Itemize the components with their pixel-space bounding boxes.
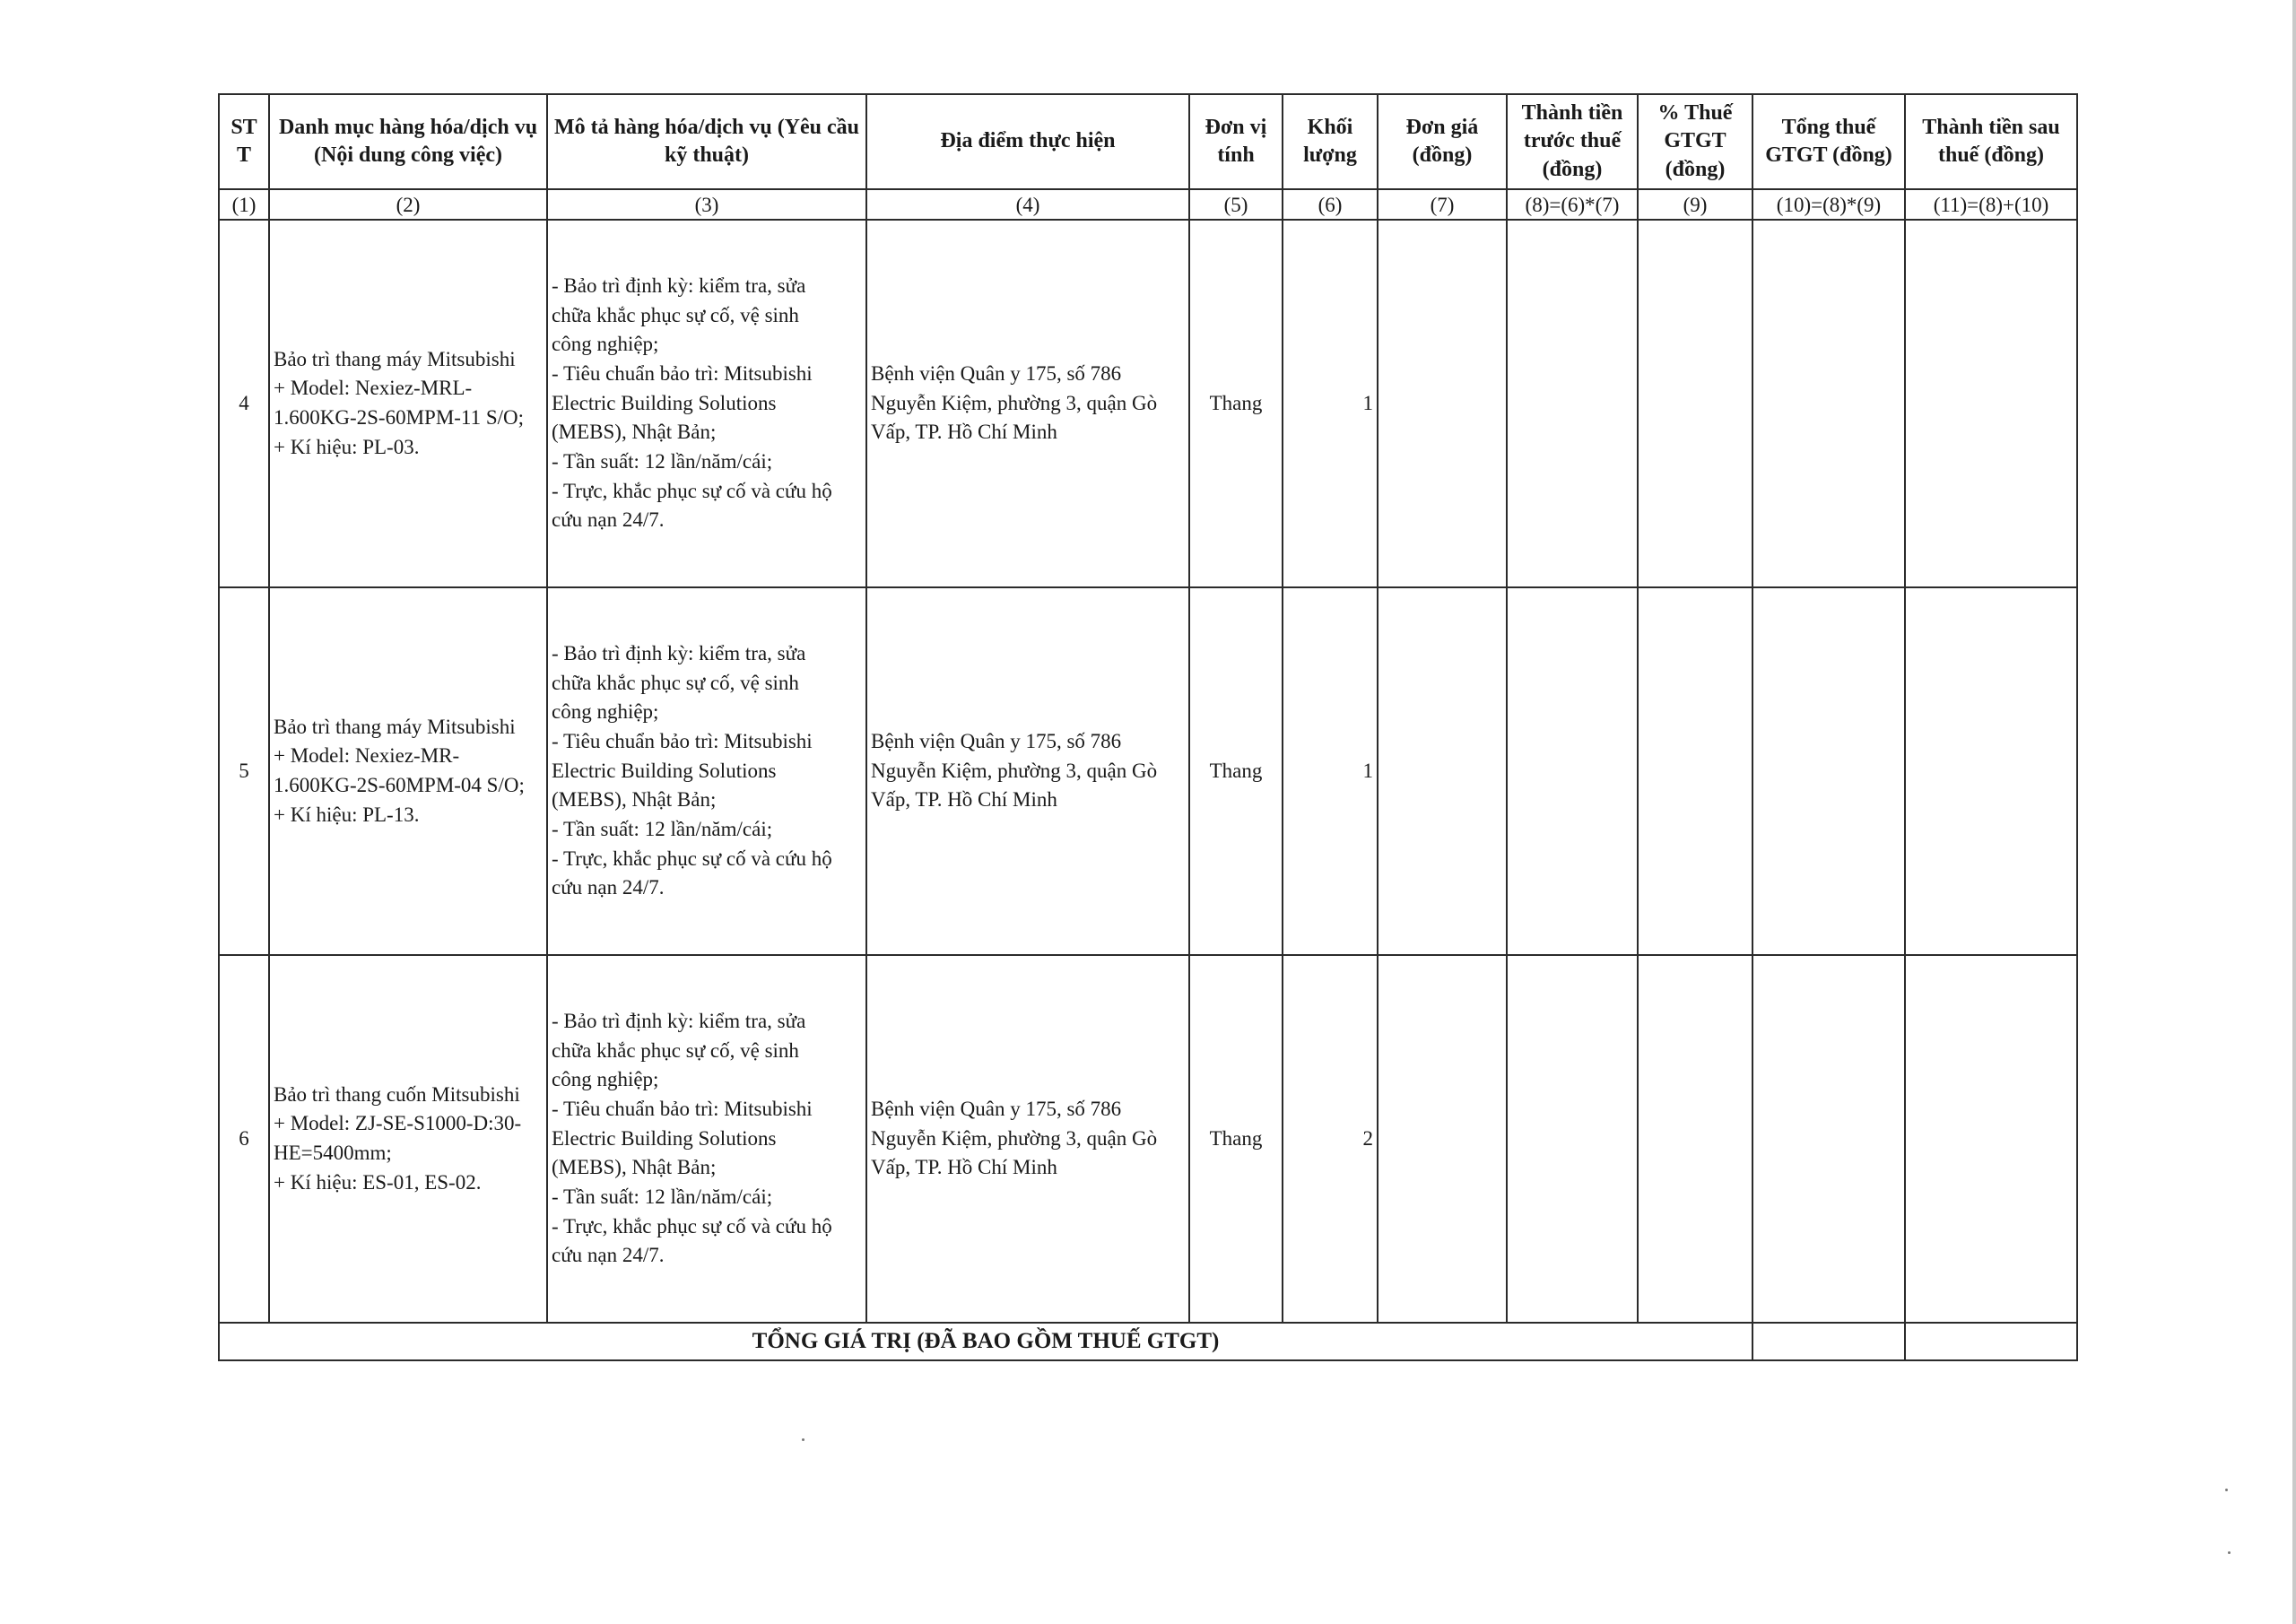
unit-price-cell	[1378, 587, 1507, 955]
header-after-tax-amount: Thành tiền sau thuế (đồng)	[1905, 94, 2077, 189]
description-line: công nghiệp;	[552, 333, 659, 356]
header-total-vat: Tổng thuế GTGT (đồng)	[1752, 94, 1905, 189]
unit-cell: Thang	[1189, 220, 1283, 587]
description-line: - Bảo trì định kỳ: kiểm tra, sửa	[552, 274, 806, 298]
header-unit: Đơn vị tính	[1189, 94, 1283, 189]
description-line: - Tần suất: 12 lần/năm/cái;	[552, 449, 773, 473]
description-line: - Trực, khắc phục sự cố và cứu hộ	[552, 479, 832, 502]
work-item-cell	[269, 220, 547, 587]
pre-tax-amount-cell	[1507, 955, 1638, 1323]
header-work-item: Danh mục hàng hóa/dịch vụ (Nội dung công việc)	[269, 94, 547, 189]
location-cell: Bệnh viện Quân y 175, số 786 Nguyễn Kiệm, phường 3, quận Gò Vấp, TP. Hồ Chí Minh	[866, 955, 1189, 1323]
total-label: TỔNG GIÁ TRỊ (ĐÃ BAO GỒM THUẾ GTGT)	[219, 1323, 1752, 1360]
work-item-line: + Kí hiệu: ES-01, ES-02.	[274, 1170, 482, 1194]
column-number: (2)	[269, 189, 547, 220]
table-row	[219, 587, 2077, 955]
header-row	[219, 94, 2077, 189]
column-number: (9)	[1638, 189, 1752, 220]
description-line: cứu nạn 24/7.	[552, 508, 665, 532]
column-number: (3)	[547, 189, 866, 220]
total-vat-cell	[1752, 955, 1905, 1323]
stt-cell: 4	[219, 220, 269, 587]
column-number: (7)	[1378, 189, 1507, 220]
total-after-tax-value-cell	[1905, 1323, 2077, 1360]
total-vat-value-cell	[1752, 1323, 1905, 1360]
unit-cell: Thang	[1189, 587, 1283, 955]
header-quantity: Khối lượng	[1283, 94, 1378, 189]
work-item-line: + Model: ZJ-SE-S1000-D:30-	[274, 1112, 522, 1135]
work-item-cell	[269, 587, 547, 955]
after-tax-amount-cell	[1905, 587, 2077, 955]
description-line: Electric Building Solutions	[552, 759, 777, 782]
column-number: (6)	[1283, 189, 1378, 220]
page-edge	[2292, 0, 2296, 1624]
vat-percent-cell	[1638, 955, 1752, 1323]
scan-speck	[2228, 1551, 2231, 1554]
vat-percent-cell	[1638, 587, 1752, 955]
column-number: (4)	[866, 189, 1189, 220]
description-line: công nghiệp;	[552, 1068, 659, 1091]
total-vat-cell	[1752, 220, 1905, 587]
work-item-line: Bảo trì thang máy Mitsubishi	[274, 347, 516, 370]
description-cell	[547, 587, 866, 955]
header-unit-price: Đơn giá (đồng)	[1378, 94, 1507, 189]
goods-services-table	[218, 93, 2078, 1361]
header-vat-percent: % Thuế GTGT (đồng)	[1638, 94, 1752, 189]
location-cell: Bệnh viện Quân y 175, số 786 Nguyễn Kiệm, phường 3, quận Gò Vấp, TP. Hồ Chí Minh	[866, 220, 1189, 587]
description-line: cứu nạn 24/7.	[552, 1244, 665, 1267]
description-line: - Tiêu chuẩn bảo trì: Mitsubishi	[552, 1098, 813, 1121]
description-line: Electric Building Solutions	[552, 391, 777, 414]
column-number: (11)=(8)+(10)	[1905, 189, 2077, 220]
after-tax-amount-cell	[1905, 955, 2077, 1323]
description-line: - Tiêu chuẩn bảo trì: Mitsubishi	[552, 362, 813, 386]
description-line: - Tần suất: 12 lần/năm/cái;	[552, 817, 773, 840]
work-item-cell	[269, 955, 547, 1323]
description-line: cứu nạn 24/7.	[552, 876, 665, 899]
work-item-line: + Model: Nexiez-MRL-	[274, 377, 473, 400]
description-line: - Trực, khắc phục sự cố và cứu hộ	[552, 1214, 832, 1238]
scan-speck	[802, 1438, 804, 1441]
column-number: (8)=(6)*(7)	[1507, 189, 1638, 220]
unit-price-cell	[1378, 220, 1507, 587]
unit-price-cell	[1378, 955, 1507, 1323]
column-number: (1)	[219, 189, 269, 220]
description-line: - Tần suất: 12 lần/năm/cái;	[552, 1185, 773, 1208]
description-line: (MEBS), Nhật Bản;	[552, 788, 717, 812]
description-cell	[547, 955, 866, 1323]
work-item-line: 1.600KG-2S-60MPM-04 S/O;	[274, 774, 525, 796]
column-number: (10)=(8)*(9)	[1752, 189, 1905, 220]
description-line: công nghiệp;	[552, 700, 659, 724]
total-row	[219, 1323, 2077, 1360]
description-line: - Tiêu chuẩn bảo trì: Mitsubishi	[552, 730, 813, 753]
vat-percent-cell	[1638, 220, 1752, 587]
description-line: chữa khắc phục sự cố, vệ sinh	[552, 1038, 799, 1062]
work-item-line: Bảo trì thang cuốn Mitsubishi	[274, 1082, 520, 1106]
work-item-line: + Model: Nexiez-MR-	[274, 744, 460, 768]
after-tax-amount-cell	[1905, 220, 2077, 587]
pre-tax-amount-cell	[1507, 220, 1638, 587]
description-line: - Trực, khắc phục sự cố và cứu hộ	[552, 847, 832, 870]
header-stt: ST T	[219, 94, 269, 189]
work-item-line: HE=5400mm;	[274, 1142, 392, 1164]
quantity-cell: 2	[1283, 955, 1378, 1323]
work-item-line: Bảo trì thang máy Mitsubishi	[274, 715, 516, 738]
header-description: Mô tả hàng hóa/dịch vụ (Yêu cầu kỹ thuật)	[547, 94, 866, 189]
total-vat-cell	[1752, 587, 1905, 955]
unit-cell: Thang	[1189, 955, 1283, 1323]
pre-tax-amount-cell	[1507, 587, 1638, 955]
description-line: (MEBS), Nhật Bản;	[552, 421, 717, 444]
description-cell	[547, 220, 866, 587]
description-line: - Bảo trì định kỳ: kiểm tra, sửa	[552, 642, 806, 665]
description-line: chữa khắc phục sự cố, vệ sinh	[552, 671, 799, 694]
header-pre-tax-amount: Thành tiền trước thuế (đồng)	[1507, 94, 1638, 189]
column-number-row	[219, 189, 2077, 220]
description-line: chữa khắc phục sự cố, vệ sinh	[552, 303, 799, 326]
quantity-cell: 1	[1283, 587, 1378, 955]
description-line: Electric Building Solutions	[552, 1126, 777, 1150]
quantity-cell: 1	[1283, 220, 1378, 587]
scan-speck	[2225, 1489, 2228, 1491]
work-item-line: + Kí hiệu: PL-13.	[274, 803, 420, 826]
work-item-line: + Kí hiệu: PL-03.	[274, 435, 420, 458]
stt-cell: 5	[219, 587, 269, 955]
column-number: (5)	[1189, 189, 1283, 220]
table-row	[219, 220, 2077, 587]
description-line: - Bảo trì định kỳ: kiểm tra, sửa	[552, 1010, 806, 1033]
location-cell: Bệnh viện Quân y 175, số 786 Nguyễn Kiệm, phường 3, quận Gò Vấp, TP. Hồ Chí Minh	[866, 587, 1189, 955]
work-item-line: 1.600KG-2S-60MPM-11 S/O;	[274, 406, 525, 429]
stt-cell: 6	[219, 955, 269, 1323]
header-location: Địa điểm thực hiện	[866, 94, 1189, 189]
table-row	[219, 955, 2077, 1323]
description-line: (MEBS), Nhật Bản;	[552, 1156, 717, 1179]
